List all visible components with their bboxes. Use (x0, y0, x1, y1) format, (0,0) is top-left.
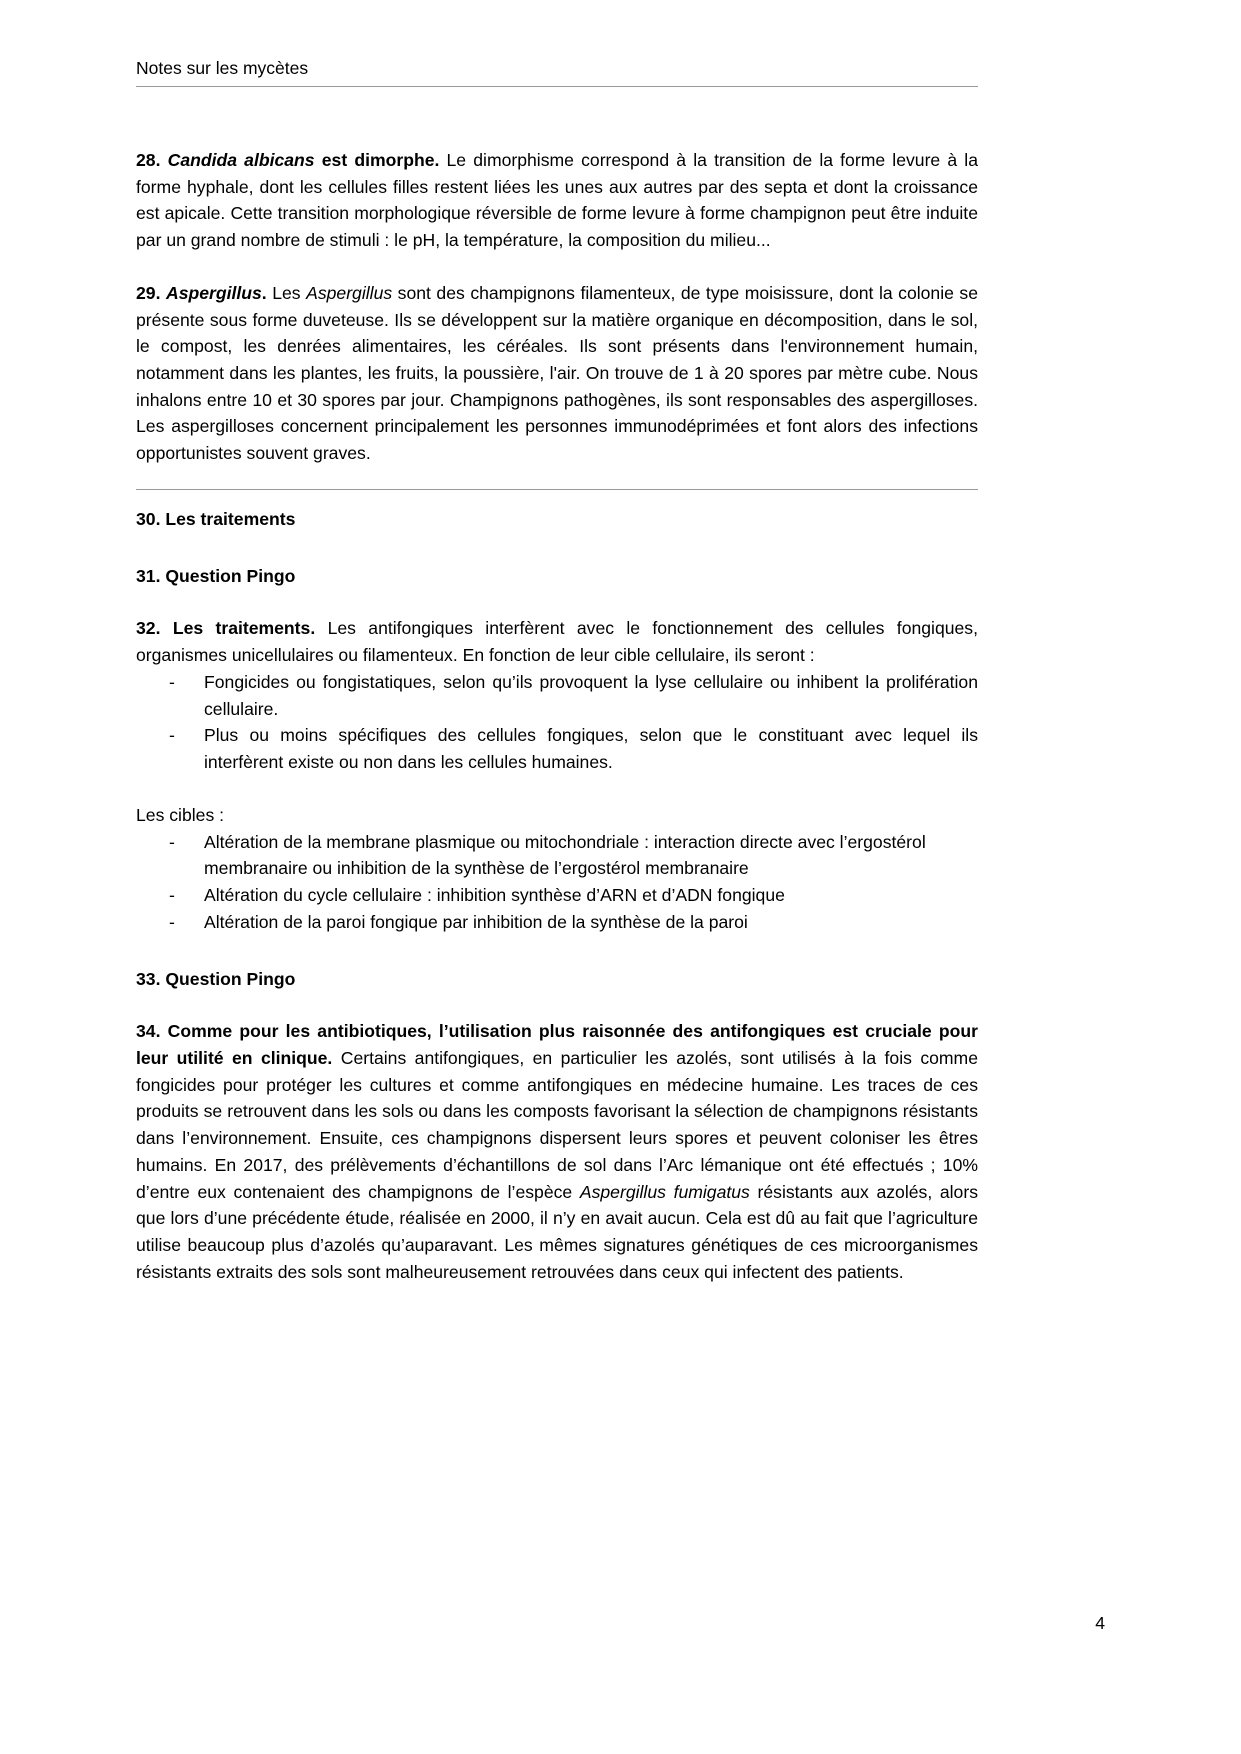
list-item-text: Fongicides ou fongistatiques, selon qu’ils provoquent la lyse cellulaire ou inhibent la prolifération cellulaire. (204, 671, 978, 719)
dash-bullet-icon: - (169, 885, 175, 906)
document-header (136, 0, 978, 87)
paragraph-29-lead-rest: . (261, 282, 267, 303)
header-title: Notes sur les mycètes (136, 58, 309, 78)
paragraph-34-body-part2: résistants aux azolés, alors que lors d’une précédente étude, réalisée en 2000, il n’y en avait aucun. Cela est dû au fait que l’agriculture utilise beaucoup plus d’azolés qu’auparavant. Les mêmes signatures génétiques de ces microorganismes résistants extraits des sols sont malheureusement retrouvées dans ceux qui infectent des patients. (136, 1181, 978, 1282)
section-divider (136, 489, 978, 490)
list-item (136, 882, 978, 909)
list-item (136, 669, 978, 722)
paragraph-29 (136, 280, 978, 467)
paragraph-34 (136, 1018, 978, 1285)
heading-31: 31. Question Pingo (136, 565, 296, 586)
paragraph-32-lead: Les traitements. (160, 618, 316, 639)
spacer (136, 776, 978, 802)
list-targets (136, 829, 978, 936)
dash-bullet-icon: - (169, 911, 175, 932)
paragraph-32 (136, 615, 978, 668)
paragraph-32-number: 32. (136, 618, 161, 639)
targets-intro: Les cibles : (136, 804, 225, 825)
list-32 (136, 669, 978, 776)
header-divider (136, 86, 978, 87)
dash-bullet-icon: - (169, 725, 175, 746)
paragraph-28-number: 28. (136, 149, 161, 170)
list-item (136, 722, 978, 775)
paragraph-29-species: Aspergillus (165, 282, 262, 303)
paragraph-29-number: 29. (136, 282, 161, 303)
paragraph-29-body-part2: sont des champignons filamenteux, de type moisissure, dont la colonie se présente sous forme duveteuse. Ils se développent sur la matière organique en décomposition, dans le sol, le compost, les denrées alimentaires, les céréales. Ils sont présents dans l'environnement humain, notamment dans les plantes, les fruits, la poussière, l'air. On trouve de 1 à 20 spores par mètre cube. Nous inhalons entre 10 et 30 spores par jour. Champignons pathogènes, ils sont responsables des aspergilloses. Les aspergilloses concernent principalement les personnes immunodéprimées et font alors des infections opportunistes souvent graves. (136, 282, 978, 464)
list-item-text: Altération de la paroi fongique par inhibition de la synthèse de la paroi (204, 911, 748, 932)
list-item (136, 829, 978, 882)
heading-30: 30. Les traitements (136, 508, 296, 529)
paragraph-34-number: 34. (136, 1021, 161, 1042)
paragraph-28-lead-rest: est dimorphe. (314, 149, 440, 170)
dash-bullet-icon: - (169, 671, 175, 692)
dash-bullet-icon: - (169, 831, 175, 852)
paragraph-28-species: Candida albicans (167, 149, 315, 170)
heading-33: 33. Question Pingo (136, 968, 296, 989)
list-item (136, 909, 978, 936)
page-content (136, 0, 978, 1286)
paragraph-29-species-inline: Aspergillus (306, 282, 393, 303)
list-item-text: Altération de la membrane plasmique ou mitochondriale : interaction directe avec l’ergostérol membranaire ou inhibition de la synthèse de l’ergostérol membranaire (204, 831, 926, 879)
spacer (136, 589, 978, 615)
paragraph-28-body: Le dimorphisme correspond à la transition de la forme levure à la forme hyphale, dont les cellules filles restent liées les unes aux autres par des septa et dont la croissance est apicale. Cette transition morphologique réversible de forme levure à forme champignon peut être induite par un grand nombre de stimuli : le pH, la température, la composition du milieu... (136, 149, 978, 251)
page-number: 4 (1095, 1613, 1105, 1633)
spacer (136, 992, 978, 1018)
paragraph-28 (136, 147, 978, 254)
paragraph-29-body-part1: Les (266, 282, 307, 303)
list-item-text: Plus ou moins spécifiques des cellules fongiques, selon que le constituant avec lequel ils interfèrent existe ou non dans les cellules humaines. (204, 725, 978, 773)
paragraph-32-body: Les antifongiques interfèrent avec le fonctionnement des cellules fongiques, organismes unicellulaires ou filamenteux. En fonction de leur cible cellulaire, ils seront : (136, 618, 978, 666)
paragraph-34-body-part1: Certains antifongiques, en particulier les azolés, sont utilisés à la fois comme fongicides pour protéger les cultures et comme antifongiques en médecine humaine. Les traces de ces produits se retrouvent dans les sols ou dans les composts favorisant la sélection de champignons résistants dans l’environnement. Ensuite, ces champignons dispersent leurs spores et peuvent coloniser les êtres humains. En 2017, des prélèvements d’échantillons de sol dans l’Arc lémanique ont été effectués ; 10% d’entre eux contenaient des champignons de l’espèce (136, 1047, 978, 1202)
list-item-text: Altération du cycle cellulaire : inhibition synthèse d’ARN et d’ADN fongique (204, 885, 785, 906)
paragraph-34-lead: Comme pour les antibiotiques, l’utilisation plus raisonnée des antifongiques est cruciale pour leur utilité en clinique. (136, 1021, 978, 1068)
paragraph-34-species-inline: Aspergillus fumigatus (579, 1181, 750, 1202)
